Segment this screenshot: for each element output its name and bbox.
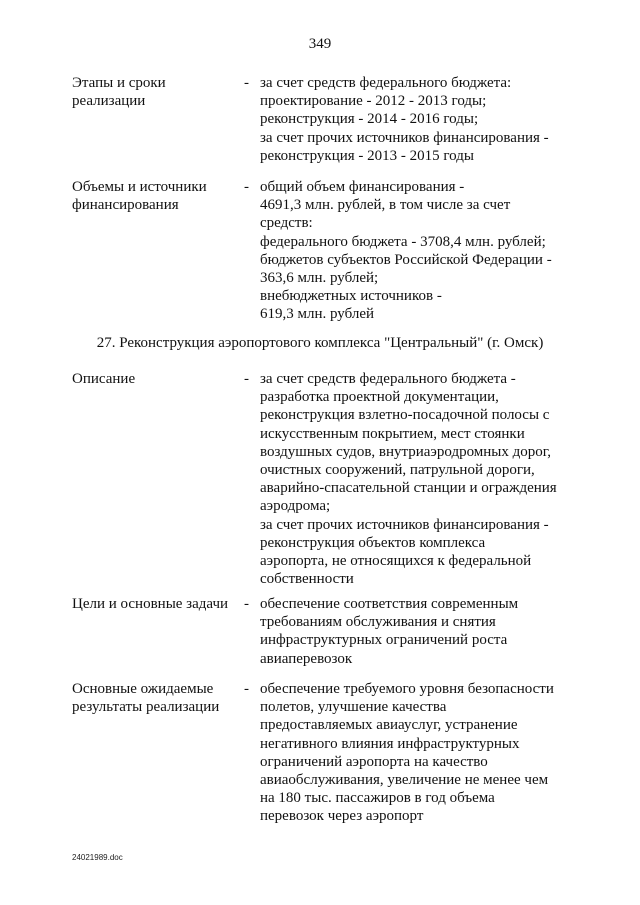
- dash-separator: -: [244, 596, 249, 612]
- dash-separator: -: [244, 75, 249, 91]
- section-heading: 27. Реконструкция аэропортового комплекса "Центральный" (г. Омск): [96, 335, 544, 351]
- dash-separator: -: [244, 681, 249, 697]
- dash-separator: -: [244, 371, 249, 387]
- entry-label: Основные ожидаемые результаты реализации: [72, 681, 220, 715]
- entry-label: Объемы и источники финансирования: [72, 179, 207, 213]
- entry-value: обеспечение требуемого уровня безопасности полетов, улучшение качества предоставляемых авиауслуг, устранение негативного влияния инфраструктурных ограничений аэропорта на качество авиаобслуживания, увеличение не менее чем на 180 тыс. пассажиров в год объема перевозок через аэропорт: [260, 681, 554, 825]
- entry-label: Этапы и сроки реализации: [72, 75, 166, 109]
- entry-value: за счет средств федерального бюджета - разработка проектной документации, реконструкция взлетно-посадочной полосы с искусственным покрытием, мест стоянки воздушных судов, внутриаэродромных дорог, очистных сооружений, патрульной дороги, аварийно-спасательной станции и ограждения аэродрома; за счет прочих источников финансирования - реконструкция объектов комплекса аэропорта, не относящихся к федеральной собственности: [260, 371, 557, 588]
- entry-value: обеспечение соответствия современным требованиям обслуживания и снятия инфраструктурных ограничений роста авиаперевозок: [260, 596, 519, 667]
- entry-label: Цели и основные задачи: [72, 596, 229, 612]
- entry-label: Описание: [72, 371, 136, 387]
- entry-value: за счет средств федерального бюджета: проектирование - 2012 - 2013 годы; реконструкция - 2014 - 2016 годы; за счет прочих источников финансирования - реконструкция - 2013 - 2015 годы: [260, 75, 549, 164]
- page-number: 349: [308, 36, 332, 52]
- footer-filename: 24021989.doc: [72, 853, 123, 862]
- dash-separator: -: [244, 179, 249, 195]
- entry-value: общий объем финансирования - 4691,3 млн. рублей, в том числе за счет средств: федерального бюджета - 3708,4 млн. рублей; бюджетов субъектов Российской Федерации - 363,6 млн. рублей; внебюджетных источников - 619,3 млн. рублей: [260, 179, 552, 323]
